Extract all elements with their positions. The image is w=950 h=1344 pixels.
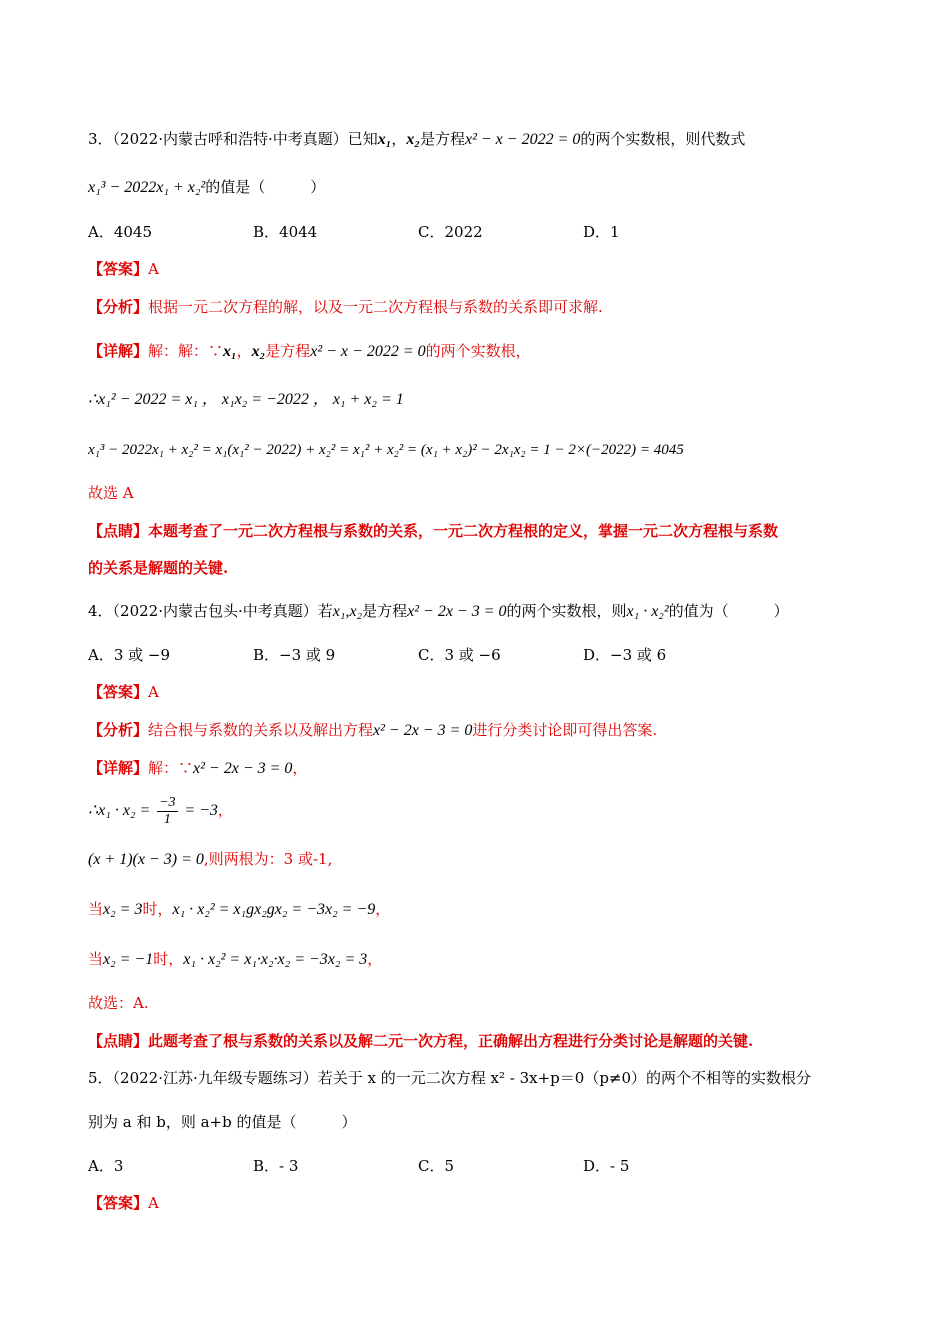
q4-fraction-denominator: 1 <box>163 811 171 827</box>
q4-step-3-text-a: 当 <box>88 900 104 918</box>
q3-choose: 故选 A <box>88 484 134 502</box>
q3-comment <box>88 520 890 542</box>
q4-stem-text-a: 若 <box>317 602 333 620</box>
q4-choose: 故选：A. <box>88 994 149 1012</box>
q4-option-d[interactable]: D．−3 或 6 <box>583 646 667 664</box>
q3-comment-text-1: 本题考查了一元二次方程根与系数的关系，一元二次方程根的定义，掌握一元二次方程根与系数 <box>148 522 779 540</box>
q5-stem-text-2: 别为 a 和 b，则 a+b 的值是（ ） <box>88 1113 357 1131</box>
q5-option-c[interactable]: C．5 <box>418 1157 455 1175</box>
q4-option-c[interactable]: C．3 或 −6 <box>418 646 501 664</box>
q4-step-1-fraction <box>157 795 177 828</box>
q3-comma: ， <box>391 130 407 148</box>
q4-detail-text-a: 解：∵ <box>148 759 194 777</box>
q3-stem-line <box>88 128 890 151</box>
q4-roots: x₁,x₂ <box>332 603 363 620</box>
q3-detail-text-c: 的两个实数根， <box>425 342 531 360</box>
q4-analysis-text-b: 进行分类讨论即可得出答案. <box>472 721 658 739</box>
q3-stem-text-c: 的两个实数根，则代数式 <box>580 130 746 148</box>
q3-option-b[interactable]: B．4044 <box>253 223 318 241</box>
q3-comment-text-2: 的关系是解题的关键. <box>88 559 229 577</box>
q3-stem-text: 已知 <box>347 130 378 148</box>
q4-comment <box>88 1030 890 1052</box>
q4-stem-text-c: 的两个实数根，则 <box>506 602 627 620</box>
q5-answer-tag: 【答案】 <box>88 1194 149 1212</box>
q3-detail <box>88 340 890 363</box>
q5-option-d[interactable]: D．- 5 <box>583 1157 630 1175</box>
q4-step-4-cond: x₂ = −1 <box>103 951 154 968</box>
q4-step-3-text-b: 时， <box>142 900 173 918</box>
q5-stem-text-1: 若关于 x 的一元二次方程 x² - 3x+p＝0（p≠0）的两个不相等的实数根分 <box>317 1069 812 1087</box>
q4-detail <box>88 757 890 780</box>
q5-answer <box>88 1192 890 1214</box>
q3-answer-value: A <box>148 260 159 278</box>
q3-detail-comma: ， <box>236 342 252 360</box>
q3-equation: x² − x − 2022 = 0 <box>464 131 581 148</box>
q3-number: 3． <box>88 130 113 148</box>
q5-number: 5． <box>88 1069 113 1087</box>
q5-source: （2022·江苏·九年级专题练习） <box>112 1069 318 1087</box>
q4-answer <box>88 681 890 703</box>
q4-expression: x₁ · x₂² <box>626 603 669 620</box>
q5-options <box>88 1155 890 1177</box>
q3-x1: x₁ <box>377 131 392 148</box>
q4-step-4-text-b: 时， <box>153 950 184 968</box>
q4-step-4-math: x₁ · x₂² = x₁·x₂·x₂ = −3x₂ = 3 <box>183 951 368 968</box>
q4-source: （2022·内蒙古包头·中考真题） <box>112 602 318 620</box>
q4-answer-value: A <box>148 683 159 701</box>
q4-step-3-comma: ， <box>375 900 391 918</box>
q3-options <box>88 221 890 243</box>
q3-step-2-math: x₁³ − 2022x₁ + x₂² = x₁(x₁² − 2022) + x₂² = x₁² + x₂² = (x₁ + x₂)² − 2x₁x₂ = 1 − 2×(−2022) = 4045 <box>88 442 684 458</box>
q4-stem-text-d: 的值为（ ） <box>668 602 789 620</box>
q3-expression: x₁³ − 2022x₁ + x₂² <box>88 179 206 196</box>
q4-step-4 <box>88 948 890 971</box>
q4-fraction-numerator: −3 <box>159 794 176 810</box>
q4-step-3-math: x₁ · x₂² = x₁gx₂gx₂ = −3x₂ = −9 <box>172 901 376 918</box>
q3-source: （2022·内蒙古呼和浩特·中考真题） <box>112 130 348 148</box>
q5-option-b[interactable]: B．- 3 <box>253 1157 299 1175</box>
q4-analysis <box>88 719 890 742</box>
q4-answer-tag: 【答案】 <box>88 683 149 701</box>
q4-comment-tag: 【点睛】 <box>88 1032 149 1050</box>
q4-option-a[interactable]: A．3 或 −9 <box>88 646 171 664</box>
q4-detail-equation: x² − 2x − 3 = 0 <box>193 760 293 777</box>
q4-analysis-text-a: 结合根与系数的关系以及解出方程 <box>148 721 374 739</box>
q3-comment-tag: 【点睛】 <box>88 522 149 540</box>
q4-step-1-rhs: = −3 <box>184 802 218 819</box>
q3-analysis <box>88 296 890 318</box>
q4-detail-tag: 【详解】 <box>88 759 149 777</box>
q4-option-b[interactable]: B．−3 或 9 <box>253 646 336 664</box>
q3-detail-text-a: 解：解：∵ <box>148 342 224 360</box>
q3-option-d[interactable]: D．1 <box>583 223 620 241</box>
q4-step-1-lhs: ∴x₁ · x₂ = <box>88 802 151 819</box>
q3-analysis-text: 根据一元二次方程的解，以及一元二次方程根与系数的关系即可求解. <box>148 298 603 316</box>
q4-step-4-text-a: 当 <box>88 950 104 968</box>
q3-detail-x1: x₁ <box>223 343 237 360</box>
q3-detail-x2: x₂ <box>251 343 266 360</box>
q4-stem-text-b: 是方程 <box>362 602 408 620</box>
q4-step-2-text: ,则两根为：3 或-1, <box>203 850 333 868</box>
q4-step-3 <box>88 898 890 921</box>
q3-detail-text-b: 是方程 <box>265 342 311 360</box>
q4-step-1-comma: ， <box>217 801 233 819</box>
q3-option-c[interactable]: C．2022 <box>418 223 483 241</box>
q4-step-1 <box>88 792 890 829</box>
q3-answer <box>88 258 890 280</box>
q4-equation: x² − 2x − 3 = 0 <box>407 603 507 620</box>
q4-step-2-math: (x + 1)(x − 3) = 0 <box>88 851 204 868</box>
q3-step-1 <box>88 388 890 411</box>
q5-option-a[interactable]: A．3 <box>88 1157 124 1175</box>
q3-detail-tag: 【详解】 <box>88 342 149 360</box>
q3-step-1-math: ∴x₁² − 2022 = x₁ ， x₁x₂ = −2022 ， x₁ + x₂ = 1 <box>88 391 404 408</box>
q3-detail-equation: x² − x − 2022 = 0 <box>310 343 426 360</box>
q4-stem-line <box>88 600 890 623</box>
q3-step-2 <box>88 438 890 461</box>
q4-analysis-equation: x² − 2x − 3 = 0 <box>373 722 473 739</box>
q4-step-2 <box>88 848 890 871</box>
q4-step-3-cond: x₂ = 3 <box>103 901 143 918</box>
q4-step-4-comma: ， <box>367 950 383 968</box>
q3-answer-tag: 【答案】 <box>88 260 149 278</box>
q3-stem-text-d: 的值是（ ） <box>205 178 326 196</box>
q3-stem-line-2 <box>88 176 890 199</box>
q4-number: 4． <box>88 602 113 620</box>
q4-options <box>88 644 890 666</box>
q4-comment-text: 此题考查了根与系数的关系以及解二元一次方程，正确解出方程进行分类讨论是解题的关键. <box>148 1032 754 1050</box>
q4-analysis-tag: 【分析】 <box>88 721 149 739</box>
q3-analysis-tag: 【分析】 <box>88 298 149 316</box>
q5-stem-line <box>88 1067 890 1089</box>
q3-x2: x₂ <box>406 131 420 148</box>
q5-answer-value: A <box>148 1194 159 1212</box>
q4-detail-text-b: ， <box>292 759 308 777</box>
q3-stem-text-b: 是方程 <box>419 130 465 148</box>
q3-option-a[interactable]: A．4045 <box>88 223 153 241</box>
